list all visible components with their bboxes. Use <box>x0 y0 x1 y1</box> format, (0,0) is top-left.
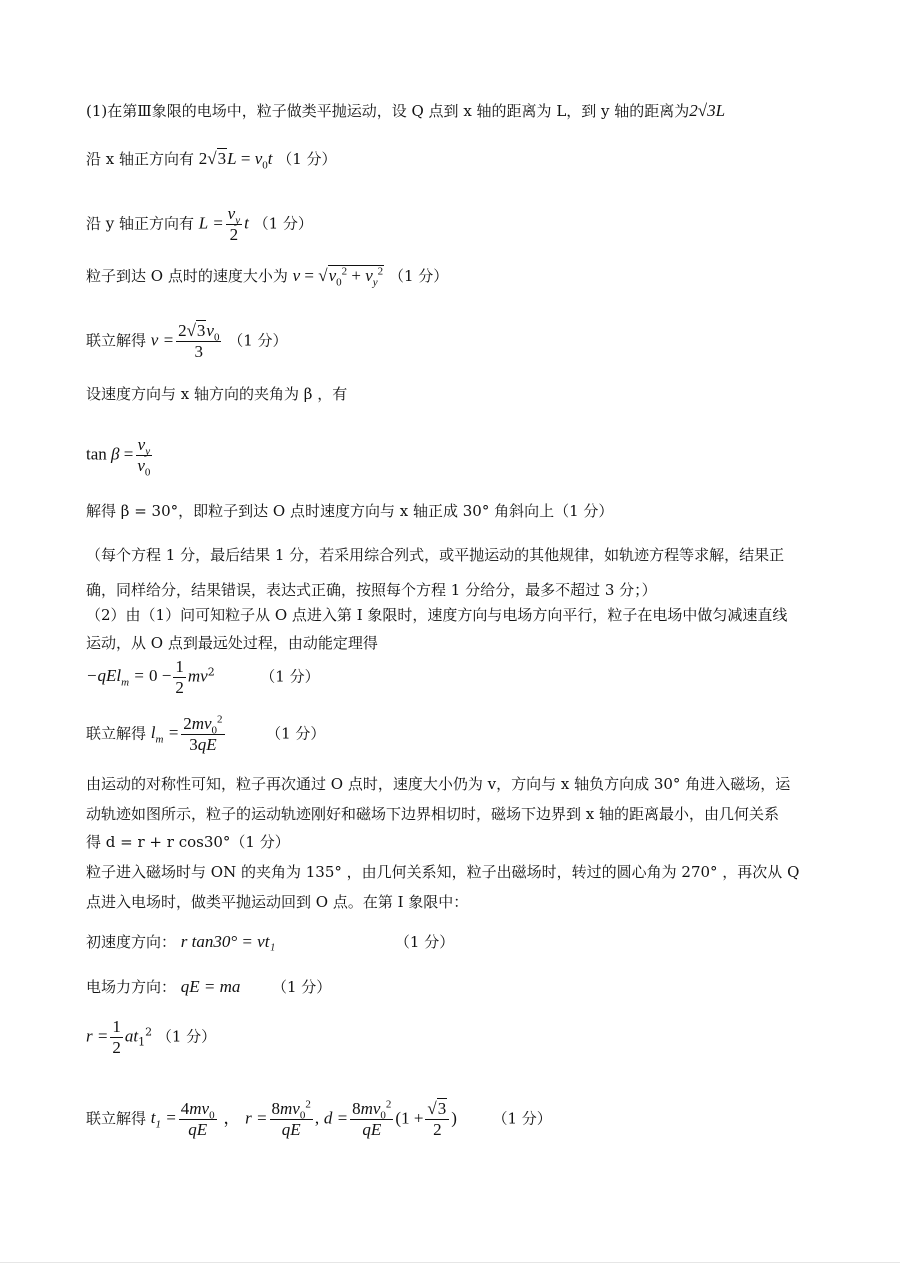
equation-initial-velocity: r tan30° = vt₁ <box>180 932 276 951</box>
part-3-text-2: 动轨迹如图所示，粒子的运动轨迹刚好和磁场下边界相切时，磁场下边界到 x 轴的距离最小，由几何关系 <box>86 805 780 823</box>
points-label: （1 分） <box>492 1109 552 1128</box>
equation-initial-velocity-line <box>86 932 860 952</box>
line-3-text: 沿 y 轴正方向有 <box>86 214 195 233</box>
points-label: （1 分） <box>228 331 288 350</box>
part-2-line-2 <box>86 633 860 653</box>
fraction-vy-over-v0: $\frac{v_y}{v_0}$ <box>137 435 151 479</box>
equation-d-result: d = <box>323 1108 349 1128</box>
line-8-text: 解得 β = 30°，即粒子到达 O 点时速度方向与 x 轴正成 30° 角斜向上（1 分） <box>86 502 614 520</box>
equation-force-line <box>86 977 860 997</box>
equation-lm-line <box>86 715 860 754</box>
line-1-math: 2√3L <box>689 101 726 120</box>
points-label: （1 分） <box>277 150 337 168</box>
equation-force: qE = ma <box>180 977 241 996</box>
line-1-text: (1)在第Ⅲ象限的电场中，粒子做类平抛运动，设 Q 点到 x 轴的距离为 L，到 y 轴的距离为 <box>86 102 690 120</box>
line-18-text: 初速度方向： <box>86 933 177 951</box>
fraction-2mv0sq-over-3qE: $\frac{2mv_0^2}{3qE}$ <box>183 713 223 754</box>
points-label: （1 分） <box>388 267 449 285</box>
fraction-1-over-2: $\frac{1}{2}$ <box>175 657 184 697</box>
equation-speed: $v = √v_0^2 + v_y^2$ <box>292 265 384 289</box>
equation-r: r = <box>86 1026 109 1046</box>
equation-speed-result: v = <box>150 330 175 350</box>
fraction-4mv0-over-qE: $\frac{4mv_0}{qE}$ <box>180 1099 215 1139</box>
fraction-1-over-2-b: $\frac{1}{2}$ <box>112 1017 121 1057</box>
part-4-text-2: 点进入电场时，做类平抛运动回到 O 点。在第 I 象限中： <box>86 893 469 911</box>
equation-tan-beta: tan β = <box>86 444 134 464</box>
points-label: （1 分） <box>394 933 455 951</box>
part-2-text-1: （2）由（1）问可知粒子从 O 点进入第 I 象限时，速度方向与电场方向平行，粒子在电场中做匀减速直线 <box>86 606 788 624</box>
equation-x-direction: $2√3L = v_0t$ <box>198 149 273 172</box>
equation-lm: $l_m$ = <box>150 723 180 746</box>
solution-line-6 <box>86 384 860 404</box>
line-4-text: 粒子到达 O 点时的速度大小为 <box>86 267 288 285</box>
line-19-text: 电场力方向： <box>86 978 177 996</box>
solution-line-4 <box>86 265 860 289</box>
fraction-8mv0sq-over-qE-b: $\frac{8mv_0^2}{qE}$ <box>352 1098 392 1139</box>
line-6-text: 设速度方向与 x 轴方向的夹角为 β ，有 <box>86 385 348 403</box>
fraction-8mv0sq-over-qE: $\frac{8mv_0^2}{qE}$ <box>271 1098 311 1139</box>
line-2-text: 沿 x 轴正方向有 <box>86 150 194 168</box>
solution-line-5 <box>86 322 860 361</box>
equation-r-result: r = <box>245 1108 268 1128</box>
solution-line-3: 沿 y 轴正方向有 L = $\frac{v_y}{2}$ t （1 分） <box>86 204 313 244</box>
points-label: （1 分） <box>156 1027 217 1046</box>
part-4-text-1: 粒子进入磁场时与 ON 的夹角为 135° ，由几何关系知，粒子出磁场时，转过的圆心角为 270° ，再次从 Q <box>86 863 800 881</box>
line-5-text: 联立解得 <box>86 331 147 350</box>
fraction-sqrt3-over-2: $\frac{√3}{2}$ <box>425 1100 449 1139</box>
part-2-line-1 <box>86 605 860 625</box>
scoring-note-line-2 <box>86 580 860 600</box>
page-bottom-divider <box>0 1262 900 1263</box>
line-21-text: 联立解得 <box>86 1109 147 1128</box>
part-3-line-2 <box>86 804 860 824</box>
fraction-2sqrt3v0-over-3: $\frac{2√3v_0}{3}$ <box>178 321 220 361</box>
points-label: （1 分） <box>266 724 326 743</box>
equation-r-line: r = $\frac{1}{2}$ $at_1^2$ （1 分） <box>86 1017 217 1057</box>
equation-y-direction: L = <box>198 213 224 233</box>
points-label: （1 分） <box>253 214 313 233</box>
points-label: （1 分） <box>260 667 320 686</box>
points-label: （1 分） <box>272 978 332 996</box>
solution-line-2 <box>86 149 860 172</box>
solution-line-8 <box>86 501 860 521</box>
note-1-text: （每个方程 1 分，最后结果 1 分，若采用综合列式，或平抛运动的其他规律，如轨迹方程等求解，结果正 <box>86 546 785 564</box>
part-2-text-2: 运动，从 O 点到最远处过程，由动能定理得 <box>86 634 378 652</box>
part-3-text-1: 由运动的对称性可知，粒子再次通过 O 点时，速度大小仍为 v，方向与 x 轴负方向成 30° 角进入磁场，运 <box>86 775 791 793</box>
note-2-text: 确，同样给分，结果错误，表达式正确，按照每个方程 1 分给分，最多不超过 3 分；） <box>86 581 657 599</box>
equation-energy-line: −qEl$_m$ = 0 − $\frac{1}{2}$ $mv^2$ （1 分） <box>86 657 320 697</box>
fraction-vy-over-2: $\frac{v_y}{2}$ <box>227 204 241 244</box>
part-3-line-3 <box>86 832 860 852</box>
solution-line-1 <box>86 101 860 121</box>
line-12-text: 联立解得 <box>86 724 147 743</box>
scoring-note-line-1 <box>86 545 860 565</box>
part-3-line-1 <box>86 774 860 794</box>
equation-energy: −qEl$_m$ = 0 − <box>86 666 172 689</box>
solution-line-7 <box>86 435 860 479</box>
equation-t1: $t_1$ = <box>150 1108 177 1131</box>
part-4-line-1 <box>86 862 860 882</box>
part-4-line-2 <box>86 892 860 912</box>
equation-final-line: 联立解得 $t_1$ = $\frac{4mv_0}{qE}$ ， r = $\frac{8mv_0^2}{qE}$ , d = $\frac{8mv_0^2}{qE}$ (1 + $\frac{√3}{2}$ ) （1 分） <box>86 1098 552 1139</box>
part-3-text-3: 得 d = r + r cos30°（1 分） <box>86 833 290 851</box>
